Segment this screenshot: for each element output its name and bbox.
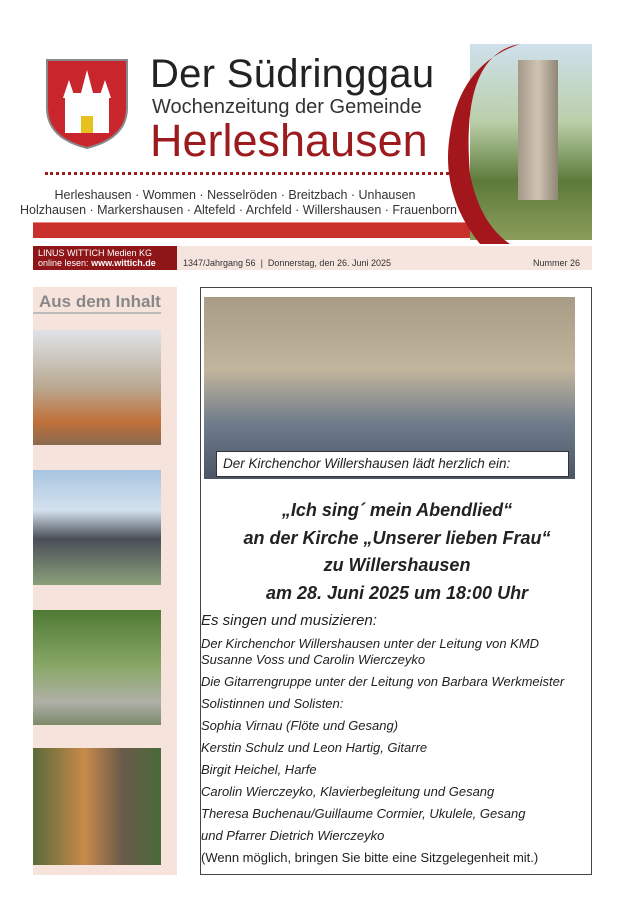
headline-4: am 28. Juni 2025 um 18:00 Uhr xyxy=(265,583,529,603)
choir-photo xyxy=(204,297,575,479)
body-line: Birgit Heichel, Harfe xyxy=(201,762,317,777)
publisher-name: LINUS WITTICH Medien KG xyxy=(38,248,153,258)
body-line: Susanne Voss und Carolin Wierczeyko xyxy=(201,652,426,667)
masthead-subtitle: Wochenzeitung der Gemeinde xyxy=(152,96,422,118)
contents-sidebar xyxy=(33,287,177,875)
intro-text: Es singen und musizieren: xyxy=(201,612,377,629)
coat-of-arms-logo xyxy=(45,58,129,150)
body-line: Sophia Virnau (Flöte und Gesang) xyxy=(201,718,399,733)
body-line: Solistinnen und Solisten: xyxy=(201,696,344,711)
body-line: Kerstin Schulz und Leon Hartig, Gitarre xyxy=(201,740,428,755)
thumbnail-group[interactable] xyxy=(33,470,161,585)
thumbnail-meeting[interactable] xyxy=(33,330,161,445)
issue-bar xyxy=(177,246,592,270)
body-line: Theresa Buchenau/Guillaume Cormier, Ukulele, Gesang xyxy=(201,806,526,821)
issue-number: Nummer 26 xyxy=(532,258,580,268)
body-line: Carolin Wierczeyko, Klavierbegleitung und Gesang xyxy=(201,784,495,799)
municipality-name: Herleshausen xyxy=(150,115,428,166)
footer-note: (Wenn möglich, bringen Sie bitte eine Sitzgelegenheit mit.) xyxy=(201,850,539,865)
online-label: online lesen: xyxy=(38,258,89,268)
publisher-box xyxy=(33,246,177,270)
body-line: Der Kirchenchor Willershausen unter der Leitung von KMD xyxy=(201,636,540,651)
photo-caption: Der Kirchenchor Willershausen lädt herzlich ein: xyxy=(216,451,569,477)
masthead-title: Der Südringgau xyxy=(150,52,435,96)
headline-3: zu Willershausen xyxy=(323,555,471,575)
issue-info: 1347/Jahrgang 56 | Donnerstag, den 26. Juni 2025 xyxy=(183,258,391,268)
article-box xyxy=(200,287,592,875)
online-url-link[interactable]: www.wittich.de xyxy=(91,258,156,268)
headline-1: „Ich sing´ mein Abendlied“ xyxy=(281,500,513,520)
castle-tower-image xyxy=(518,60,558,200)
body-line: und Pfarrer Dietrich Wierczeyko xyxy=(201,828,385,843)
towns-line-2: Holzhausen · Markershausen · Altefeld · Archfeld · Willershausen · Frauenborn xyxy=(20,203,458,217)
body-line: Die Gitarrengruppe unter der Leitung von Barbara Werkmeister xyxy=(201,674,565,689)
headline-2: an der Kirche „Unserer lieben Frau“ xyxy=(243,528,551,548)
dotted-divider xyxy=(45,172,455,175)
contents-heading: Aus dem Inhalt xyxy=(33,287,161,314)
thumbnail-guitarists[interactable] xyxy=(33,748,161,865)
towns-line-1: Herleshausen · Wommen · Nesselröden · Breitzbach · Unhausen xyxy=(54,188,416,202)
thumbnail-outdoor-event[interactable] xyxy=(33,610,161,725)
